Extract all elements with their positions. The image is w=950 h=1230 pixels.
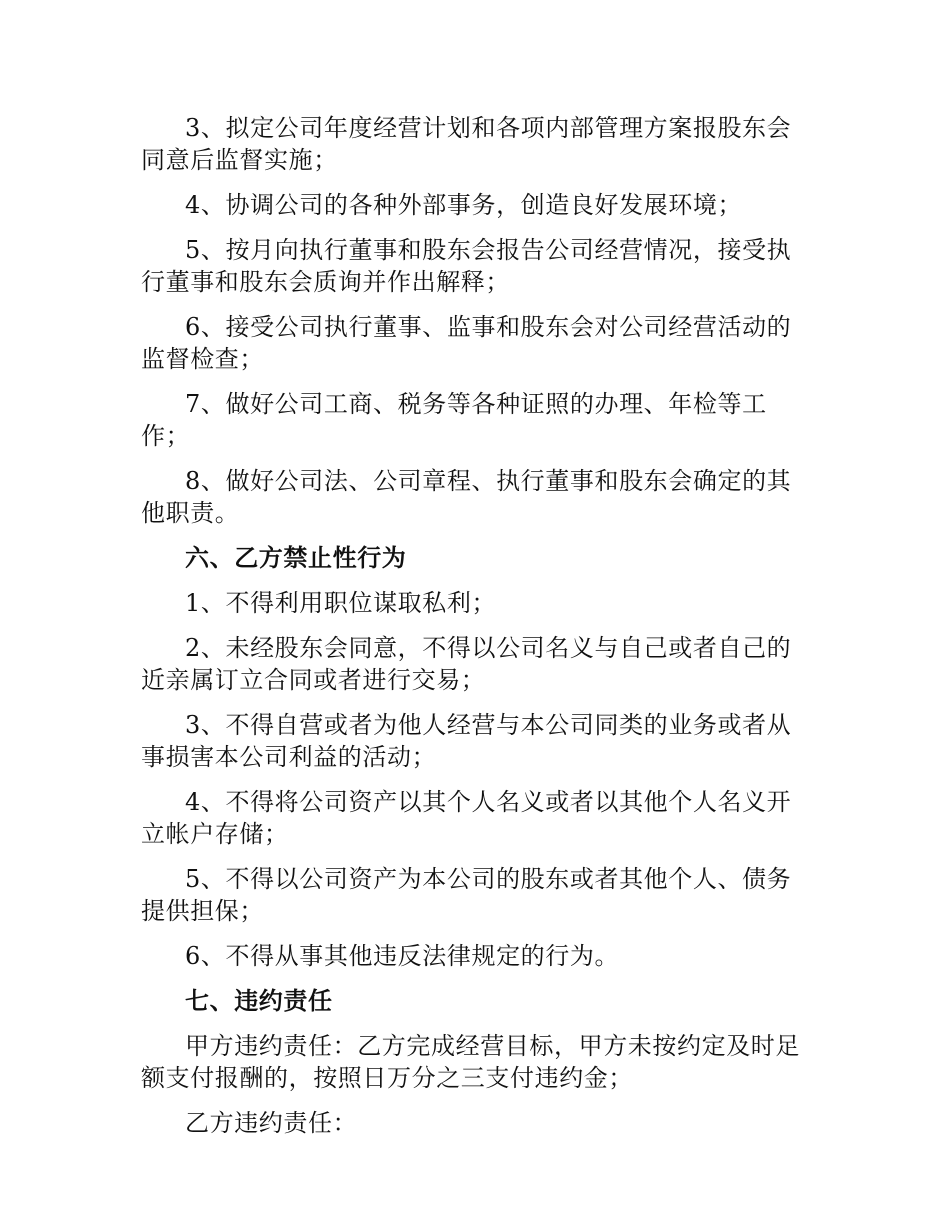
duty-item-8: 8、做好公司法、公司章程、执行董事和股东会确定的其他职责。 (141, 467, 792, 527)
document-page (141, 112, 811, 1152)
duty-item-4: 4、协调公司的各种外部事务，创造良好发展环境； (185, 191, 743, 219)
section-heading-breach-liability: 七、违约责任 (185, 987, 333, 1015)
duty-item-7: 7、做好公司工商、税务等各种证照的办理、年检等工作； (141, 390, 767, 450)
prohibition-item-6: 6、不得从事其他违反法律规定的行为。 (185, 942, 620, 970)
duty-item-6: 6、接受公司执行董事、监事和股东会对公司经营活动的监督检查； (141, 313, 792, 373)
prohibition-item-1: 1、不得利用职位谋取私利； (185, 589, 497, 617)
prohibition-item-2: 2、未经股东会同意，不得以公司名义与自己或者自己的近亲属订立合同或者进行交易； (141, 634, 792, 694)
section-heading-prohibited-conduct: 六、乙方禁止性行为 (185, 544, 407, 572)
duty-item-3: 3、拟定公司年度经营计划和各项内部管理方案报股东会同意后监督实施； (141, 114, 792, 174)
party-b-liability: 乙方违约责任： (185, 1109, 358, 1137)
party-a-liability: 甲方违约责任：乙方完成经营目标，甲方未按约定及时足额支付报酬的，按照日万分之三支付违约金； (141, 1032, 800, 1092)
prohibition-item-5: 5、不得以公司资产为本公司的股东或者其他个人、债务提供担保； (141, 865, 792, 925)
prohibition-item-4: 4、不得将公司资产以其个人名义或者以其他个人名义开立帐户存储； (141, 788, 792, 848)
duty-item-5: 5、按月向执行董事和股东会报告公司经营情况，接受执行董事和股东会质询并作出解释； (141, 236, 792, 296)
prohibition-item-3: 3、不得自营或者为他人经营与本公司同类的业务或者从事损害本公司利益的活动； (141, 711, 792, 771)
